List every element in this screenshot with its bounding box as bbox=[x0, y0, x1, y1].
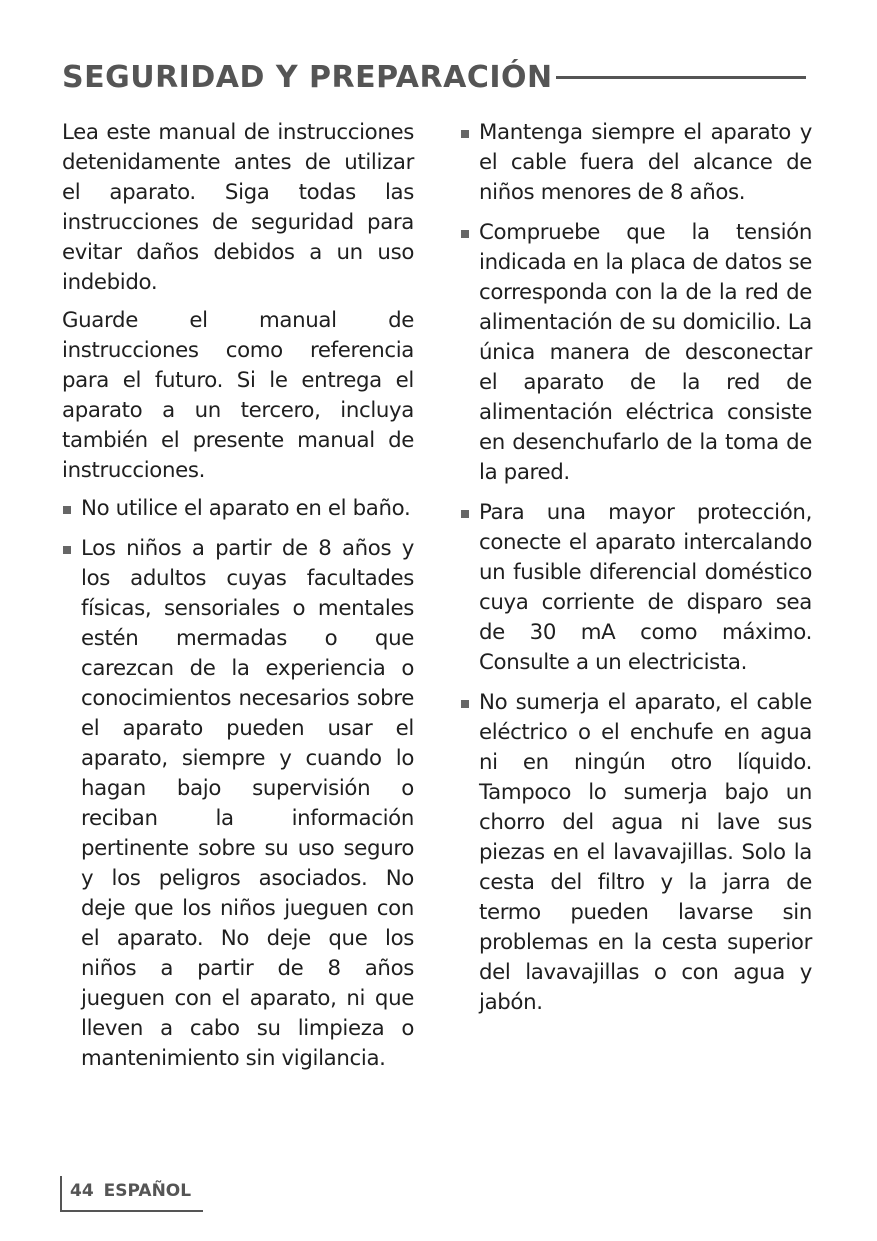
list-item-text: Mantenga siempre el aparato y el cable fuera del alcance de niños menores de 8 años. bbox=[479, 120, 812, 205]
list-item-text: No utilice el aparato en el baño. bbox=[81, 496, 411, 521]
list-item-text: No sumerja el aparato, el cable eléctrico o el enchufe en agua ni en ningún otro líquido. Tampoco lo sumerja bajo un chorro del agua ni lave sus piezas en el lavavajillas. Solo la cesta del filtro y la jarra de termo pueden lavarse sin problemas en la cesta superior del lavavajillas o con agua y jabón. bbox=[479, 690, 812, 1015]
square-bullet-icon bbox=[461, 230, 469, 238]
list-item bbox=[460, 498, 812, 678]
list-item bbox=[460, 688, 812, 1018]
list-item bbox=[62, 494, 414, 524]
square-bullet-icon bbox=[461, 700, 469, 708]
intro-paragraph: Lea este manual de instrucciones detenidamente antes de utilizar el aparato. Siga todas las instrucciones de seguridad para evitar daños debidos a un uso indebido. bbox=[62, 120, 414, 295]
square-bullet-icon bbox=[461, 510, 469, 518]
page-title: SEGURIDAD Y PREPARACIÓN bbox=[62, 60, 553, 96]
footer-language: ESPAÑOL bbox=[103, 1181, 192, 1201]
page-footer bbox=[60, 1176, 203, 1212]
keep-manual-paragraph: Guarde el manual de instrucciones como referencia para el futuro. Si le entrega el aparato a un tercero, incluya también el presente manual de instrucciones. bbox=[62, 308, 414, 483]
list-item-text: Para una mayor protección, conecte el aparato intercalando un fusible diferencial doméstico cuya corriente de disparo sea de 30 mA como máximo. Consulte a un electricista. bbox=[479, 500, 812, 675]
list-item-text: Los niños a partir de 8 años y los adultos cuyas facultades físicas, sensoriales o mentales estén mermadas o que carezcan de la experiencia o conocimientos necesarios sobre el aparato pueden usar el aparato, siempre y cuando lo hagan bajo supervisión o reciban la información pertinente sobre su uso seguro y los peligros asociados. No deje que los niños jueguen con el aparato. No deje que los niños a partir de 8 años jueguen con el aparato, ni que lleven a cabo su limpieza o mantenimiento sin vigilancia. bbox=[81, 536, 414, 1071]
left-bullet-list bbox=[62, 494, 414, 1074]
right-column bbox=[460, 118, 812, 1028]
right-bullet-list bbox=[460, 118, 812, 1018]
list-item bbox=[460, 118, 812, 208]
square-bullet-icon bbox=[461, 130, 469, 138]
page-number: 44 bbox=[70, 1181, 94, 1201]
list-item bbox=[460, 218, 812, 488]
list-item bbox=[62, 534, 414, 1074]
square-bullet-icon bbox=[63, 506, 71, 514]
list-item-text: Compruebe que la tensión indicada en la placa de datos se corresponda con la de la red de alimentación de su domicilio. La única manera de desconectar el aparato de la red de alimentación eléctrica consiste en desenchufarlo de la toma de la pared. bbox=[479, 220, 812, 485]
left-column bbox=[62, 118, 414, 1084]
square-bullet-icon bbox=[63, 546, 71, 554]
title-rule bbox=[556, 76, 806, 79]
